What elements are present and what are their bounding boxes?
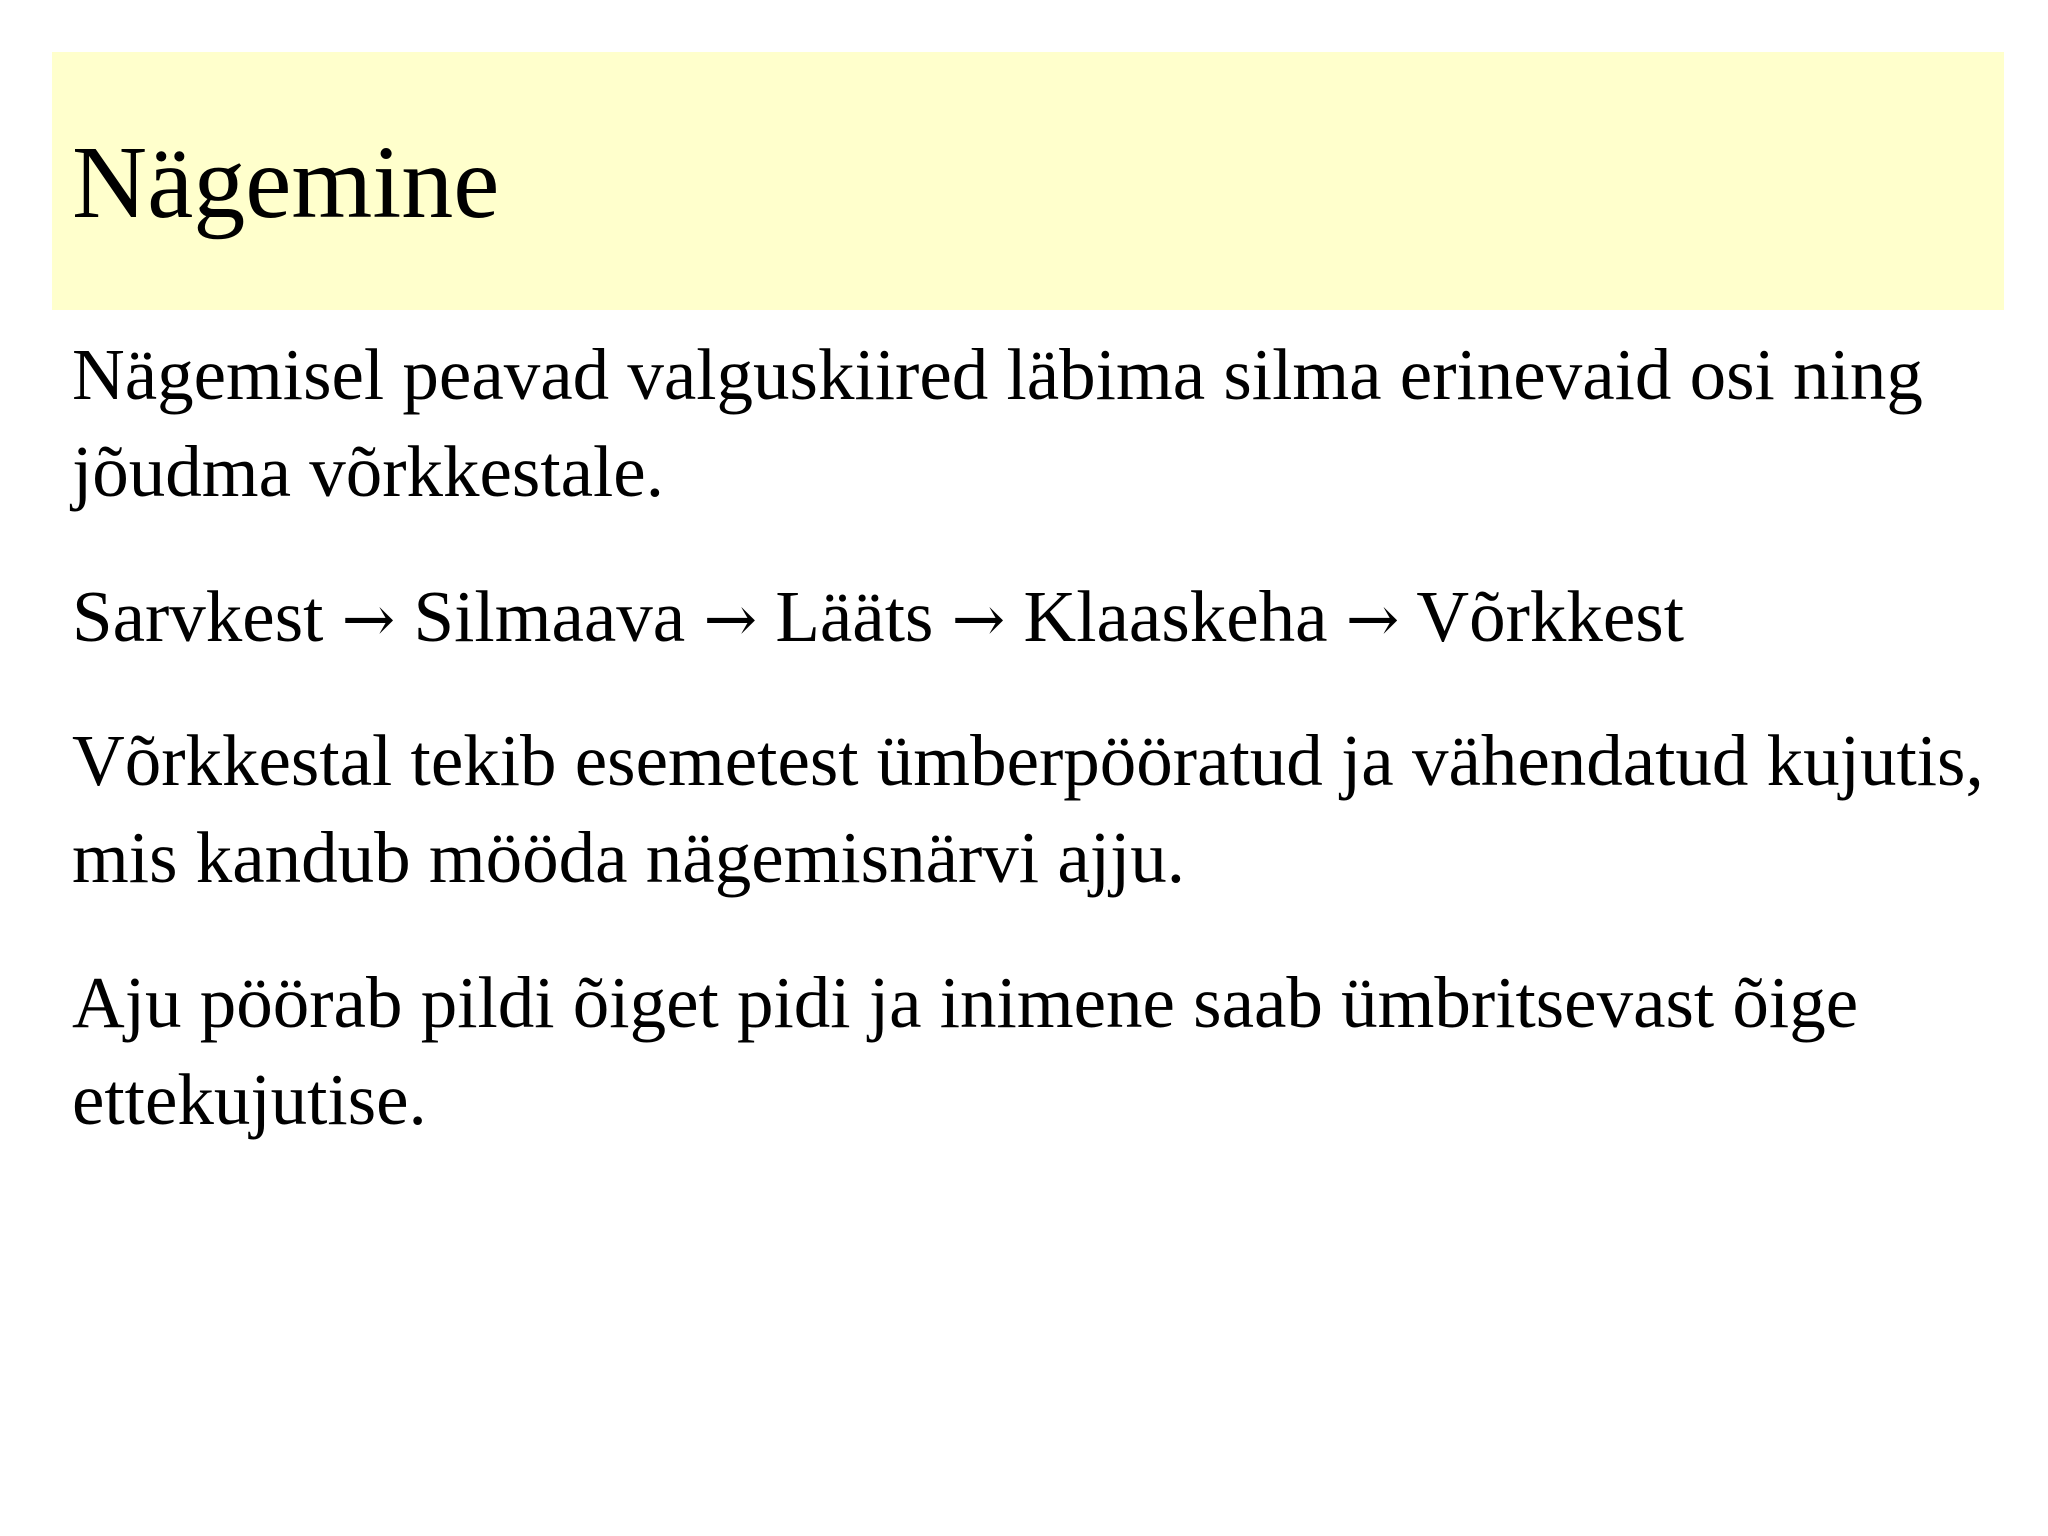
slide-title: Nägemine <box>72 125 500 240</box>
paragraph-light-path: Nägemisel peavad valguskiired läbima silma erinevaid osi ning jõudma võrkkestale. <box>72 334 1923 512</box>
eye-pathway <box>72 568 2002 669</box>
paragraph-brain-correction: Aju pöörab pildi õiget pidi ja inimene saab ümbritsevast õige ettekujutise. <box>72 962 1859 1140</box>
arrow-right-icon: → <box>1345 583 1400 657</box>
pathway-step-lens: Lääts <box>775 576 934 657</box>
arrow-right-icon: → <box>951 583 1006 657</box>
paragraph-retina-image: Võrkkestal tekib esemetest ümberpööratud ja vähendatud kujutis, mis kandub mööda nägemisnärvi ajju. <box>72 720 1984 898</box>
pathway-step-cornea: Sarvkest <box>72 576 324 657</box>
pathway-step-pupil: Silmaava <box>413 576 686 657</box>
pathway-step-vitreous: Klaaskeha <box>1023 576 1328 657</box>
pathway-step-retina: Võrkkest <box>1416 576 1684 657</box>
arrow-right-icon: → <box>341 583 396 657</box>
arrow-right-icon: → <box>703 583 758 657</box>
